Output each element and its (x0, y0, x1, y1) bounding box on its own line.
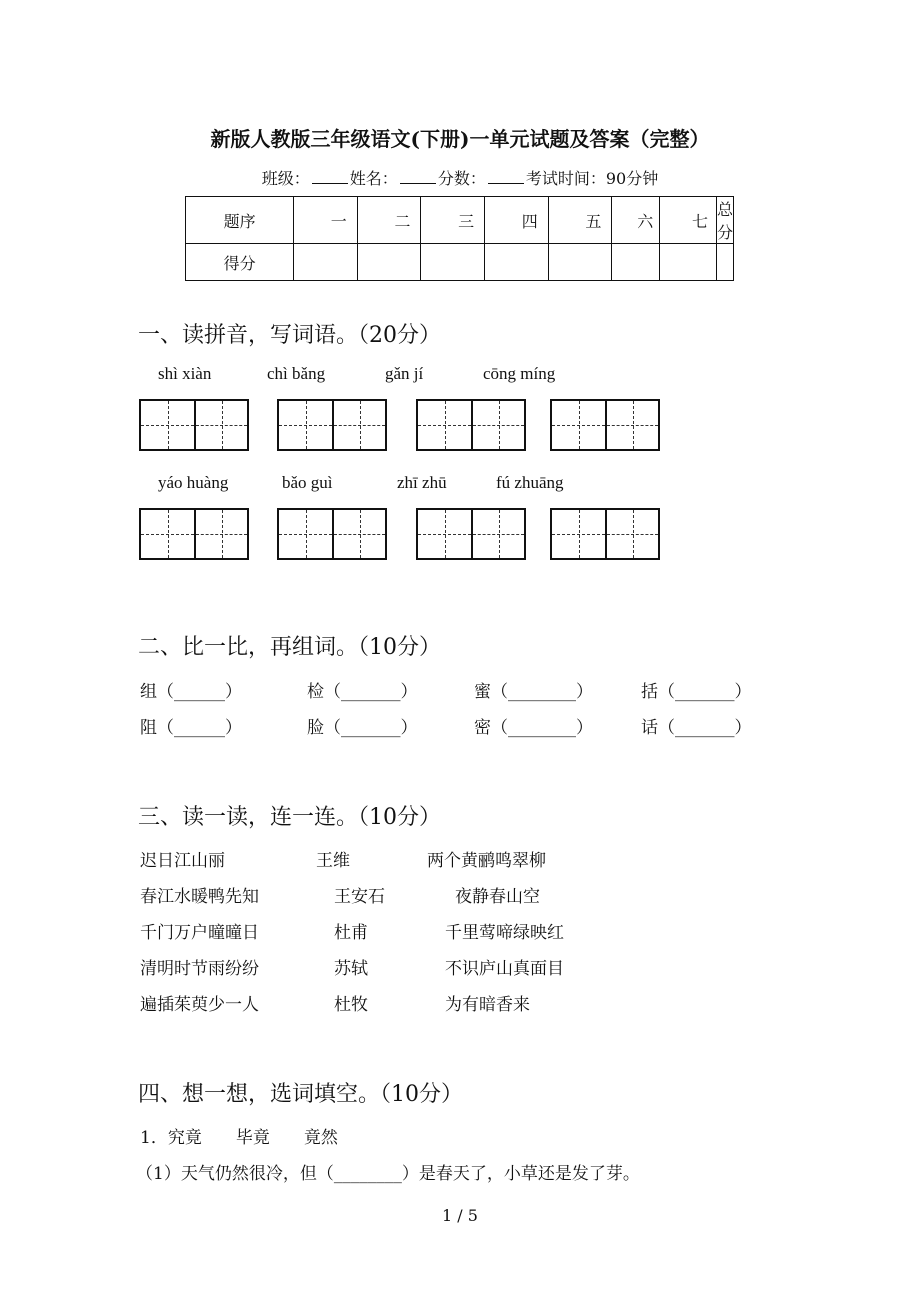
score-table-score-row (186, 244, 734, 281)
header-cell: 总分 (716, 197, 733, 244)
header-cell: 一 (294, 197, 358, 244)
poem-line[interactable]: 不识庐山真面目 (445, 959, 564, 979)
writing-grid[interactable] (416, 508, 526, 560)
poem-line[interactable]: 为有暗香来 (445, 995, 530, 1015)
writing-grid[interactable] (416, 399, 526, 451)
poet-name[interactable]: 王维 (316, 851, 350, 871)
word-blank[interactable]: 阻（______） (140, 718, 242, 738)
word-blank[interactable]: 检（_______） (307, 682, 418, 702)
score-cell[interactable] (294, 244, 358, 281)
score-table (185, 196, 734, 281)
page-number: 1 / 5 (442, 1206, 478, 1225)
poem-line[interactable]: 千门万户曈曈日 (140, 923, 259, 943)
page-title: 新版人教版三年级语文(下册)一单元试题及答案（完整） (210, 127, 710, 151)
section4-heading: 四、想一想，选词填空。（10分） (138, 1082, 463, 1107)
header-cell: 六 (612, 197, 660, 244)
writing-grid[interactable] (550, 508, 660, 560)
pinyin-label: cōng míng (483, 364, 556, 383)
pinyin-label: fú zhuāng (496, 473, 564, 492)
poet-name[interactable]: 王安石 (334, 887, 385, 907)
poem-line[interactable]: 春江水暖鸭先知 (140, 887, 259, 907)
section1-heading: 一、读拼音，写词语。（20分） (138, 323, 441, 348)
exam-info-line (0, 166, 920, 189)
pinyin-label: gǎn jí (385, 364, 424, 383)
class-label: 班级： (261, 169, 310, 188)
score-cell[interactable] (716, 244, 733, 281)
score-row-label: 得分 (186, 244, 294, 281)
class-blank (312, 169, 348, 184)
pinyin-label: shì xiàn (158, 364, 212, 383)
pinyin-label: bǎo guì (282, 473, 333, 492)
name-blank (400, 169, 436, 184)
header-cell: 七 (660, 197, 717, 244)
score-cell[interactable] (660, 244, 717, 281)
header-cell: 二 (357, 197, 421, 244)
writing-grid[interactable] (277, 399, 387, 451)
poem-line[interactable]: 千里莺啼绿映红 (445, 923, 564, 943)
section3-heading: 三、读一读，连一连。（10分） (138, 805, 441, 830)
poem-line[interactable]: 清明时节雨纷纷 (140, 959, 259, 979)
header-cell: 五 (548, 197, 612, 244)
score-cell[interactable] (485, 244, 549, 281)
score-table-header-row (186, 197, 734, 244)
word-blank[interactable]: 组（______） (140, 682, 242, 702)
writing-grid[interactable] (139, 399, 249, 451)
poem-line[interactable]: 遍插茱萸少一人 (140, 995, 259, 1015)
poet-name[interactable]: 杜甫 (334, 923, 368, 943)
writing-grid[interactable] (139, 508, 249, 560)
score-cell[interactable] (548, 244, 612, 281)
word-choices: 1．究竟 毕竟 竟然 (140, 1128, 338, 1148)
time-label: 考试时间：90分钟 (525, 169, 659, 188)
poet-name[interactable]: 杜牧 (334, 995, 368, 1015)
word-blank[interactable]: 密（________） (474, 718, 593, 738)
section2-heading: 二、比一比，再组词。（10分） (138, 635, 441, 660)
pinyin-label: chì bǎng (267, 364, 326, 383)
word-blank[interactable]: 话（_______） (641, 718, 752, 738)
word-blank[interactable]: 蜜（________） (474, 682, 593, 702)
header-cell: 题序 (186, 197, 294, 244)
name-label: 姓名： (349, 169, 398, 188)
score-label: 分数： (437, 169, 486, 188)
poet-name[interactable]: 苏轼 (334, 959, 368, 979)
writing-grid[interactable] (277, 508, 387, 560)
score-cell[interactable] (612, 244, 660, 281)
header-cell: 三 (421, 197, 485, 244)
score-cell[interactable] (357, 244, 421, 281)
pinyin-label: zhī zhū (397, 473, 447, 492)
score-cell[interactable] (421, 244, 485, 281)
poem-line[interactable]: 迟日江山丽 (140, 851, 225, 871)
question-1[interactable]: （1）天气仍然很冷，但（________）是春天了，小草还是发了芽。 (136, 1164, 640, 1184)
pinyin-label: yáo huàng (158, 473, 229, 492)
header-cell: 四 (485, 197, 549, 244)
writing-grid[interactable] (550, 399, 660, 451)
poem-line[interactable]: 两个黄鹂鸣翠柳 (427, 851, 546, 871)
poem-line[interactable]: 夜静春山空 (455, 887, 540, 907)
word-blank[interactable]: 脸（_______） (307, 718, 418, 738)
word-blank[interactable]: 括（_______） (641, 682, 752, 702)
score-blank (488, 169, 524, 184)
